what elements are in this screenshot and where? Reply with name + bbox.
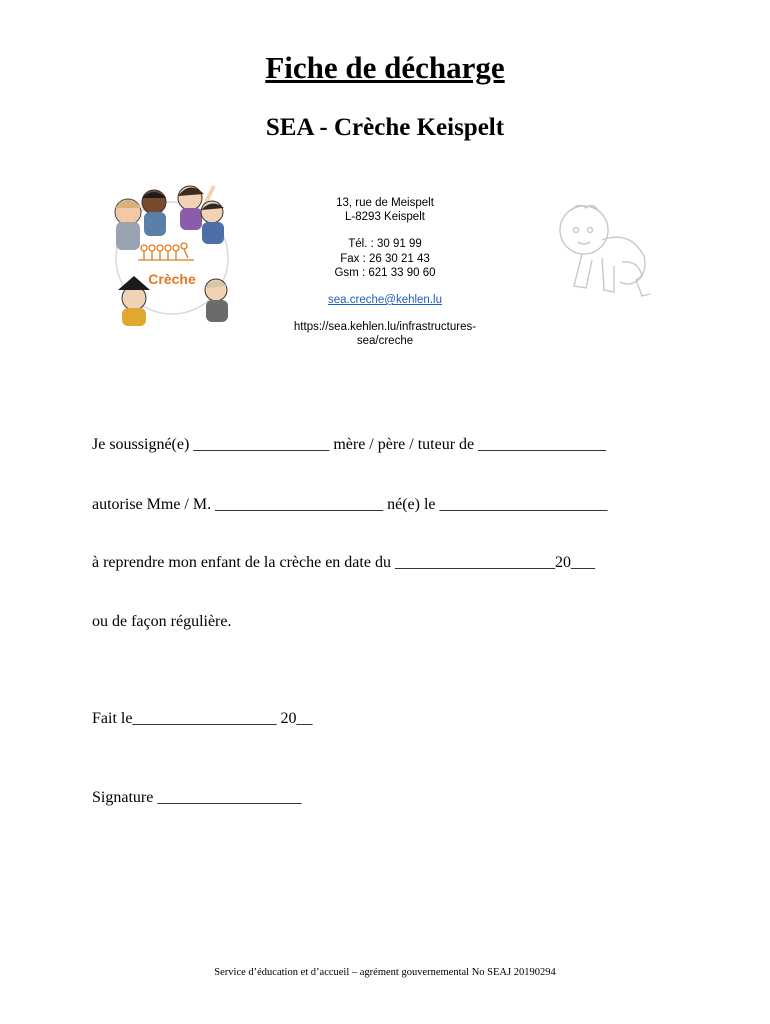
page-title: Fiche de décharge — [265, 50, 505, 85]
form-line-authorized-person[interactable]: autorise Mme / M. _____________________ né(e) le _____________________ — [92, 496, 608, 513]
logo-label: Crèche — [148, 271, 196, 287]
footer-text: Service d’éducation et d’accueil – agrément gouvernemental No SEAJ 20190294 — [214, 967, 556, 978]
creche-kids-logo — [104, 178, 240, 330]
fax-number: Fax : 26 30 21 43 — [340, 252, 430, 265]
form-line-regular: ou de façon régulière. — [92, 613, 232, 630]
form-line-signature[interactable]: Signature __________________ — [92, 789, 302, 806]
form-line-place-date[interactable]: Fait le__________________ 20__ — [92, 710, 313, 727]
page-subtitle: SEA - Crèche Keispelt — [265, 114, 505, 141]
website-url-line-1: https://sea.kehlen.lu/infrastructures- — [293, 321, 477, 334]
address-line-2: L-8293 Keispelt — [345, 211, 425, 224]
mobile-number: Gsm : 621 33 90 60 — [334, 266, 436, 279]
crawling-baby-illustration — [552, 200, 652, 304]
website-url-line-2: sea/creche — [356, 335, 414, 348]
email-link[interactable]: sea.creche@kehlen.lu — [328, 294, 442, 307]
address-line-1: 13, rue de Meispelt — [336, 197, 434, 209]
phone-number: Tél. : 30 91 99 — [348, 238, 422, 251]
form-line-pickup-date[interactable]: à reprendre mon enfant de la crèche en date du ____________________20___ — [92, 554, 595, 571]
contact-block — [280, 196, 490, 349]
form-line-undersigned[interactable]: Je soussigné(e) _________________ mère / père / tuteur de ________________ — [92, 436, 607, 453]
